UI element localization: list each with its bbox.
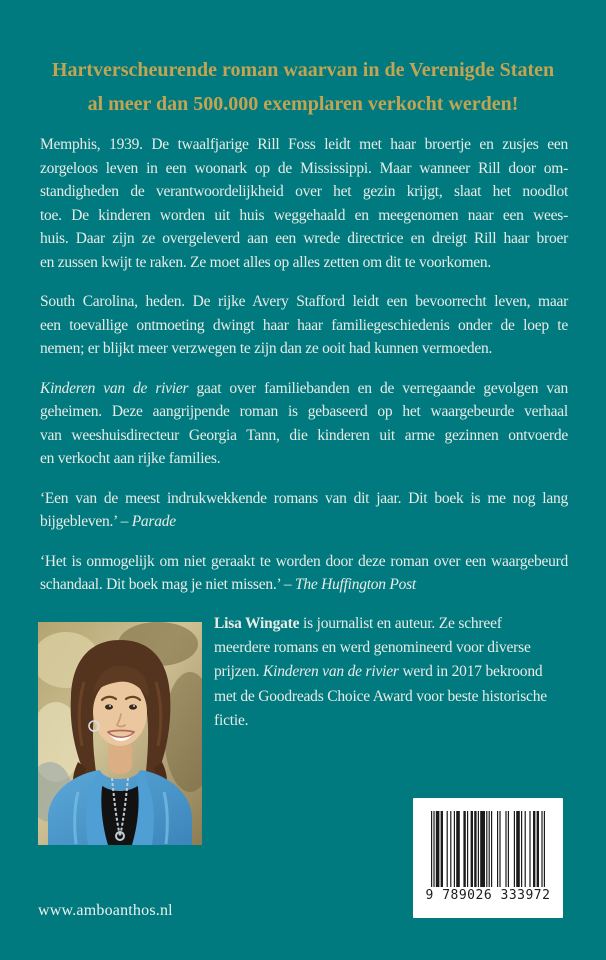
barcode [413, 798, 563, 918]
sales-tagline: Hartverscheurende roman waarvan in de Verenigde Staten al meer dan 500.000 exemplaren verkocht werden! [51, 59, 555, 115]
synopsis-paragraph-theme: Kinderen van de rivier gaat over familiebanden en de verregaande gevolgen van geheimen. Deze aangrijpende roman is gebaseerd op het waargebeurde verhaal van weeshuisdirecteur Georgia Tann, die kinderen uit arme gezinnen ontvoerde en verkocht aan rijke families. [40, 379, 568, 467]
barcode-bars-icon [431, 811, 545, 887]
review-quote-parade: ‘Een van de meest indrukwekkende romans van dit jaar. Dit boek is me nog lang bijgebleven.’ – Parade [40, 489, 568, 530]
author-bio: Lisa Wingate is journalist en auteur. Ze schreef meerdere romans en werd genomineerd voor diverse prijzen. Kinderen van de rivier werd in 2017 bekroond met de Goodreads Choice Award voor beste historische fictie. [214, 615, 547, 729]
publisher-website: www.amboanthos.nl [38, 902, 173, 919]
author-photo [38, 622, 202, 845]
synopsis-paragraph-memphis: Memphis, 1939. De twaalfjarige Rill Foss leidt met haar broertje en zusjes een zorgeloos leven in een woonark op de Mississippi. Maar wanneer Rill door om- standigheden de verantwoordelijkheid over het gezin krijgt, slaat het noodlot toe. De kinderen worden uit huis weggehaald en meegenomen naar een wees- huis. Daar zijn ze overgeleverd aan een wrede directrice en dreigt Rill haar broer en zussen kwijt te raken. Ze moet alles op alles zetten om dit te voorkomen. [40, 136, 568, 271]
barcode-number: 9 789026 333972 [425, 888, 551, 903]
back-cover-text [40, 133, 568, 613]
review-quote-huffington-post: ‘Het is onmogelijk om niet geraakt te worden door deze roman over een waargebeurd schandaal. Dit boek mag je niet missen.’ – The Huffington Post [40, 552, 568, 593]
synopsis-paragraph-south-carolina: South Carolina, heden. De rijke Avery Stafford leidt een bevoorrecht leven, maar een toevallige ontmoeting dwingt haar haar familiegeschiedenis onder de loep te nemen; er blijkt meer verzwegen te zijn dan ze ooit had kunnen vermoeden. [40, 293, 568, 357]
